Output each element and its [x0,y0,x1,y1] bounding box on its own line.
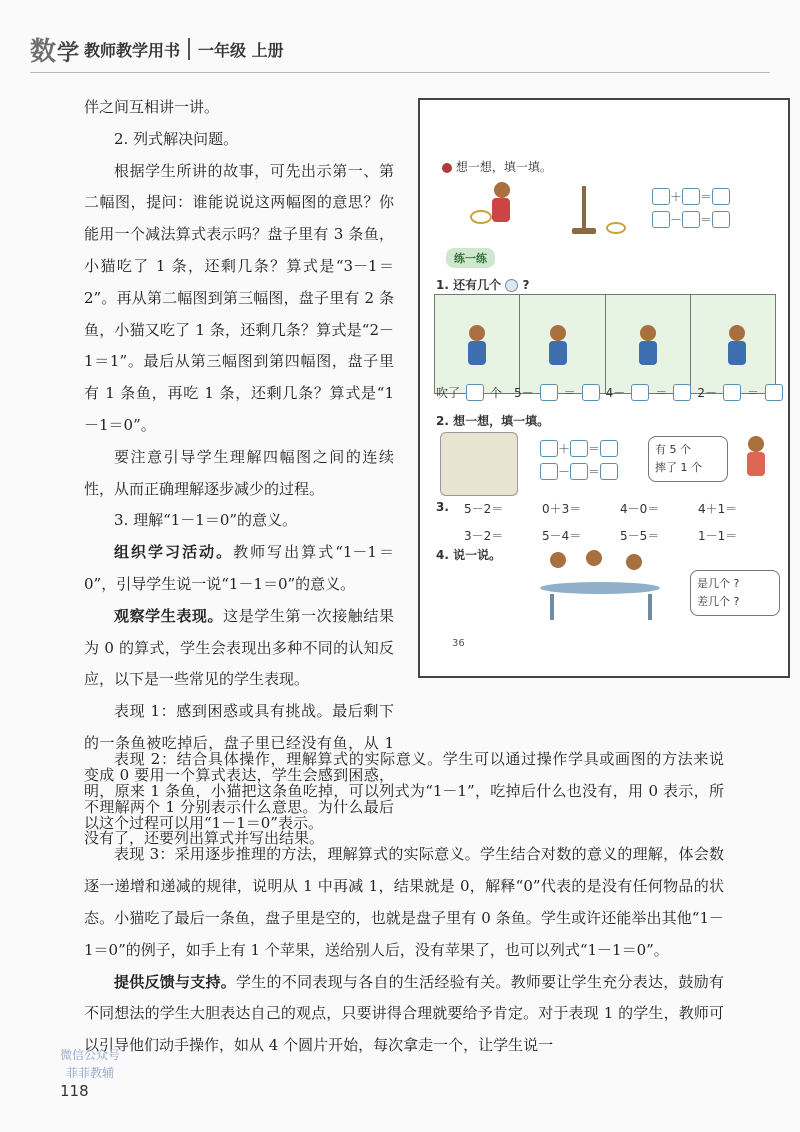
jacket-illustration [440,432,518,496]
paragraph: 伴之间互相讲一讲。 [84,98,220,116]
textbook-page-inset [418,98,790,678]
brand-logo: 数学 [30,36,81,67]
watermark: 微信公众号 菲菲教辅 [60,1048,121,1080]
page-header [30,28,284,70]
exercise: 5－4＝ [542,529,582,543]
paragraph: 提供反馈与支持。学生的不同表现与各自的生活经验有关。教师要让学生充分表达，鼓励有不同想法的学生大胆表达自己的观点，只要讲得合理就要给予肯定。对于表现 1 的学生，教师可以引导他们动手操作，如从 4 个圆片开始，每次拿走一个，让学生说一 [84,972,724,1055]
paragraph: 组织学习活动。教师写出算式“1－1＝0”，引导学生说一说“1－1＝0”的意义。 [84,543,394,593]
question-1-blanks: 吹了 个 5－ ＝ 4－ ＝ 2－ ＝ [436,384,783,401]
exercise: 5－2＝ [464,502,504,516]
question-2-equations: ＋ ＝ － ＝ [540,440,618,486]
exercise: 1－1＝ [698,529,738,543]
exercise: 3－2＝ [464,529,504,543]
bold-lead: 观察学生表现。 [114,606,224,625]
inset-page-number: 36 [452,638,465,649]
table-illustration [530,550,680,630]
header-rule [30,72,770,73]
step-heading: 2. 列式解决问题。 [114,129,239,148]
exercise: 0＋3＝ [542,502,582,516]
question-bubble: 是几个 ? 差几个 ? [690,570,780,616]
question-3: 3. 5－2＝ 0＋3＝ 4－0＝ 4＋1＝ 3－2＝ 5－4＝ 5－5＝ 1－1＝ [436,500,776,544]
paragraph: 观察学生表现。这是学生第一次接触结果为 0 的算式，学生会表现出多种不同的认知反应，以下是一些常见的学生表现。 [84,606,394,689]
grade-label: 一年级 上册 [198,40,284,60]
bubble-comic-strip [434,294,776,394]
question-1: 1. 还有几个 ? [436,278,530,292]
paragraph: 根据学生所讲的故事，可先出示第一、第二幅图，提问：谁能说说这两幅图的意思？你能用一个减法算式表示吗？盘子里有 3 条鱼，小猫吃了 1 条，还剩几条？算式是“3－1＝2”。再从第二幅图到第三幅图，盘子里有 2 条鱼，小猫又吃了 1 条，还剩几条？算式是“2－1＝1”。最后从第三幅图到第四幅图，盘子里有 1 条鱼，再吃 1 条，还剩几条？算式是“1－1＝0”。 [84,161,394,434]
question-4: 4. 说一说。 [436,548,502,562]
question-2: 2. 想一想，填一填。 [436,414,550,428]
bullet-icon [442,163,452,173]
child-figure [736,434,776,494]
paragraph: 表现 3：采用逐步推理的方法，理解算式的实际意义。学生结合对数的意义的理解，体会数逐一递增和递减的规律，说明从 1 中再减 1，结果就是 0，解释“0”代表的是没有任何物品的状态。小猫吃了最后一条鱼，盘子里是空的，也就是盘子里有 0 条鱼。学生或许还能举出其他“1－1＝0”的例子，如手上有 1 个苹果，送给别人后，没有苹果了，也可以列式“1－1＝0”。 [84,845,724,959]
exercise: 4－0＝ [620,502,660,516]
think-fill-heading: 想一想，填一填。 [442,158,552,175]
header-separator [188,38,190,60]
exercise: 4＋1＝ [698,502,738,516]
speech-bubble: 有 5 个 摔了 1 个 [648,436,728,482]
page-number: 118 [60,1082,89,1100]
think-fill-equations: ＋ ＝ － ＝ [652,188,730,234]
exercise: 5－5＝ [620,529,660,543]
paragraph: 表现 1：感到困惑或具有挑战。最后剩下的一条鱼被吃掉后，盘子里已经没有鱼，从 1 变成 0 要用一个算式表达，学生会感到困惑，不理解两个 1 分别表示什么意思。为什么最后没有了，还要列出算式并写出结果。 [84,702,394,848]
paragraph: 要注意引导学生理解四幅图之间的连续性，从而正确理解逐步减少的过程。 [84,447,394,498]
text-column [84,92,394,855]
paragraph: 表现 2：结合具体操作，理解算式的实际意义。学生可以通过操作学具或画图的方法来说明，原来 1 条鱼，小猫把这条鱼吃掉，可以列式为“1－1”，吃掉后什么也没有，用 0 表示，所以这个过程可以用“1－1＝0”表示。 [84,750,724,832]
book-title: 教师教学用书 [84,40,181,60]
bold-lead: 组织学习活动。 [114,543,234,562]
full-width-text [84,744,724,1062]
bold-lead: 提供反馈与支持。 [114,972,237,991]
practice-tag: 练一练 [446,248,495,268]
ring-toss-illustration [460,180,640,240]
step-heading: 3. 理解“1－1＝0”的意义。 [114,511,298,530]
bubble-icon [505,279,518,292]
